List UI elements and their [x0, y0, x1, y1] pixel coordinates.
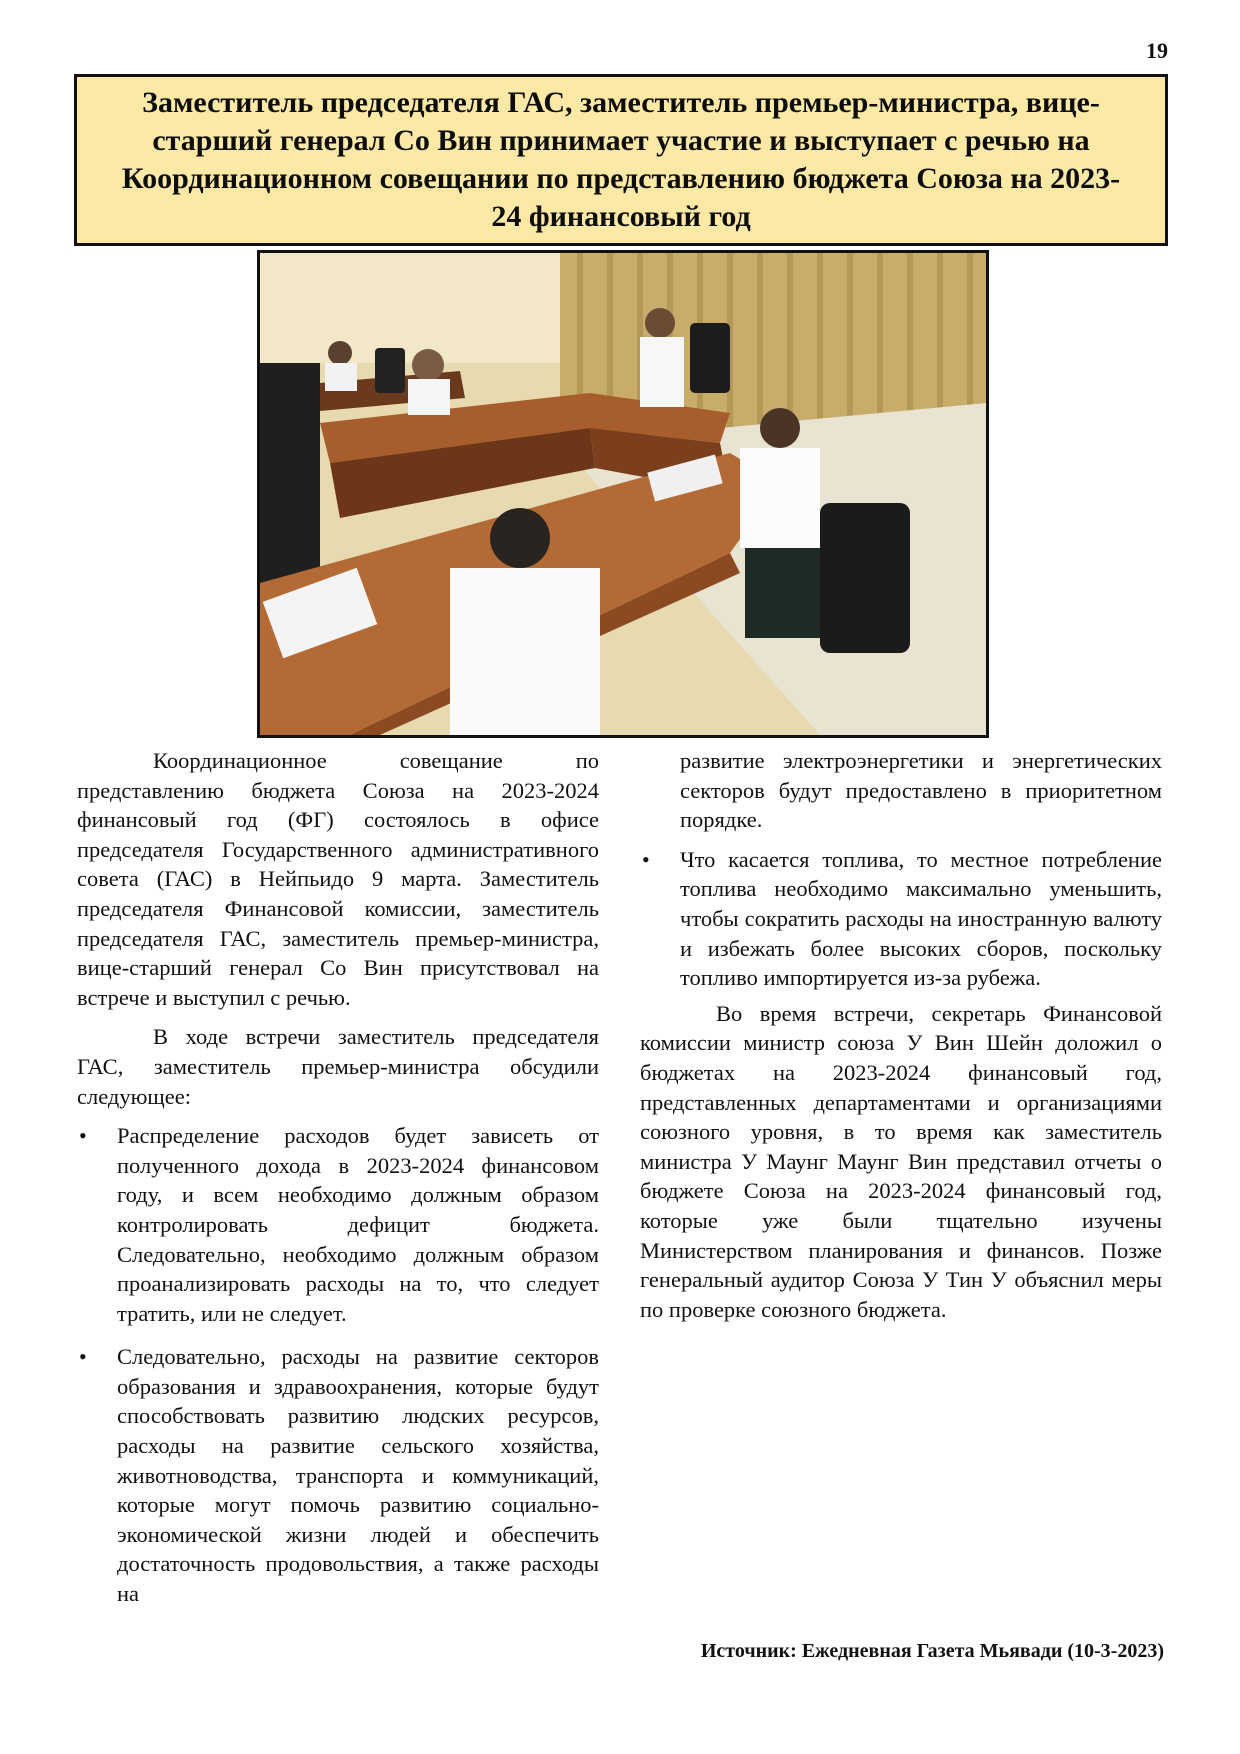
left-column — [77, 746, 599, 1609]
bullet-item: • Следовательно, расходы на развитие секторов образования и здравоохранения, которые будут способствовать развитию людских ресурсов, расходы на развитие сельского хозяйства, животноводства, транспорта и коммуникаций, которые могут помочь развитию социально-экономической жизни людей и обеспечить достаточность продовольствия, а также расходы на — [77, 1342, 599, 1608]
bullet-continuation: развитие электроэнергетики и энергетических секторов будут предоставлено в приоритетном порядке. — [680, 748, 1162, 833]
meeting-photo — [257, 250, 989, 738]
bullet-item: • Распределение расходов будет зависеть от полученного дохода в 2023-2024 финансовом году, и всем необходимо должным образом контролировать дефицит бюджета. Следовательно, необходимо должным образом проанализировать расходы на то, что следует тратить, или не следует. — [77, 1121, 599, 1328]
bullet-item: • Что касается топлива, то местное потребление топлива необходимо максимально уменьшить, чтобы сократить расходы на иностранную валюту и избежать более высоких сборов, поскольку топливо импортируется из-за рубежа. — [640, 845, 1162, 993]
right-column — [640, 746, 1162, 1324]
source-credit: Источник: Ежедневная Газета Мьявади (10-3-2023) — [700, 1640, 1164, 1662]
page-number: 19 — [1146, 38, 1168, 63]
headline: Заместитель председателя ГАС, заместитель премьер-министра, вице-старший генерал Со Вин принимает участие и выступает с речью на Координационном совещании по представлению бюджета Союза на 2023-24 финансовый год — [121, 86, 1121, 233]
headline-box — [74, 74, 1168, 246]
paragraph: Во время встречи, секретарь Финансовой комиссии министр союза У Вин Шейн доложил о бюджетах на 2023-2024 финансовый год, представленных департаментами и организациями союзного уровня, в то время как заместитель министра У Маунг Маунг Вин представил отчеты о бюджете Союза на 2023-2024 финансовый год, которые уже были тщательно изучены Министерством планирования и финансов. Позже генеральный аудитор Союза У Тин У объяснил меры по проверке союзного бюджета. — [640, 1000, 1162, 1322]
paragraph: В ходе встречи заместитель председателя ГАС, заместитель премьер-министра обсудили следующее: — [77, 1024, 599, 1109]
paragraph: Координационное совещание по представлению бюджета Союза на 2023-2024 финансовый год (ФГ) состоялось в офисе председателя Государственного административного совета (ГАС) в Нейпьидо 9 марта. Заместитель председателя Финансовой комиссии, заместитель председателя ГАС, заместитель премьер-министра, вице-старший генерал Со Вин присутствовал на встрече и выступил с речью. — [77, 748, 599, 1010]
